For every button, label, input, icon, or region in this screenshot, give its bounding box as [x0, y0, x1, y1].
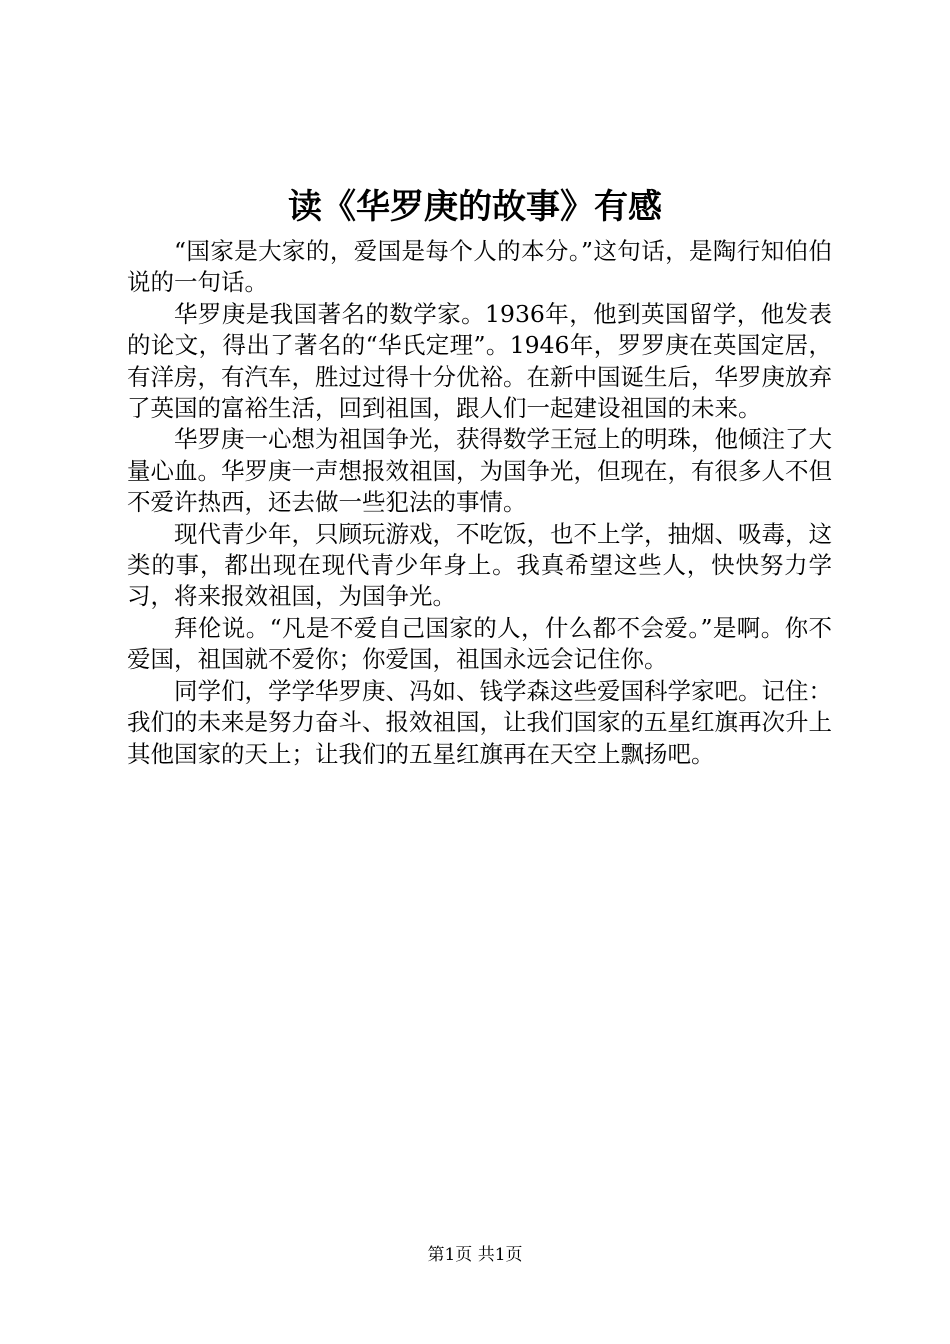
page-number-footer: 第1页 共1页 — [427, 1245, 523, 1265]
paragraph-3: 华罗庚一心想为祖国争光，获得数学王冠上的明珠，他倾注了大量心血。华罗庚一声想报效祖国，为国争光，但现在，有很多人不但不爱许热西，还去做一些犯法的事情。 — [127, 425, 832, 517]
document-title: 读《华罗庚的故事》有感 — [288, 187, 662, 227]
document-body — [127, 236, 832, 770]
paragraph-6: 同学们，学学华罗庚、冯如、钱学森这些爱国科学家吧。记住：我们的未来是努力奋斗、报效祖国，让我们国家的五星红旗再次升上其他国家的天上；让我们的五星红旗再在天空上飘扬吧。 — [127, 676, 832, 768]
paragraph-4: 现代青少年，只顾玩游戏，不吃饭，也不上学，抽烟、吸毒，这类的事，都出现在现代青少年身上。我真希望这些人，快快努力学习，将来报效祖国，为国争光。 — [127, 519, 832, 611]
paragraph-5: 拜伦说。“凡是不爱自己国家的人，什么都不会爱。”是啊。你不爱国，祖国就不爱你；你爱国，祖国永远会记住你。 — [127, 613, 832, 674]
paragraph-1: “国家是大家的，爱国是每个人的本分。”这句话，是陶行知伯伯说的一句话。 — [127, 237, 832, 297]
paragraph-2: 华罗庚是我国著名的数学家。1936年，他到英国留学，他发表的论文，得出了著名的“华氏定理”。1946年，罗罗庚在英国定居，有洋房，有汽车，胜过过得十分优裕。在新中国诞生后，华罗庚放弃了英国的富裕生活，回到祖国，跟人们一起建设祖国的未来。 — [127, 299, 832, 423]
